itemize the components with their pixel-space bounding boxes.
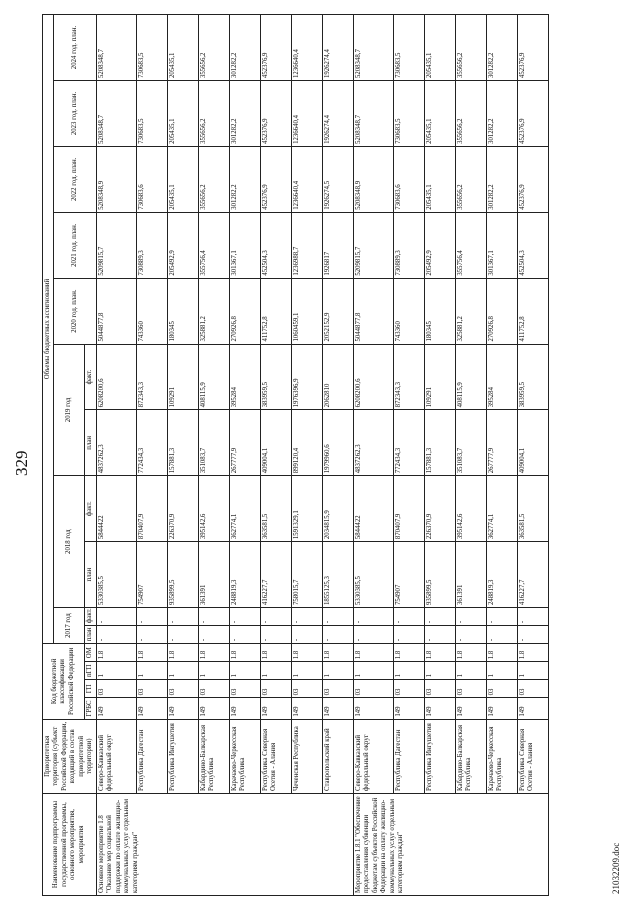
cell-f2019: 6208200,6 [96,344,136,410]
cell-y2023: 301282,2 [229,81,260,147]
cell-grbs: 149 [260,698,291,719]
cell-y2023: 730683,5 [393,81,424,147]
table-row [517,15,548,896]
cell-gp: 03 [96,680,136,698]
cell-pgp: 1 [229,662,260,680]
cell-y2024: 730683,5 [393,15,424,81]
cell-y2022: 355656,2 [198,146,229,212]
header-om: ОМ [85,644,96,662]
header-2017: 2017 год [54,608,85,644]
cell-territory: Республика Северная Осетия - Алания [260,719,291,793]
cell-grbs: 149 [517,698,548,719]
header-pgp: пГП [85,662,96,680]
cell-y2022: 730683,6 [136,146,167,212]
cell-om: 1.8 [455,644,486,662]
cell-p2017: - [393,626,424,644]
cell-p2019: 157881,3 [167,410,198,476]
budget-table [42,14,549,896]
cell-y2022: 205435,1 [167,146,198,212]
cell-y2021: 452504,3 [517,212,548,278]
cell-y2022: 1926274,5 [322,146,353,212]
header-2018: 2018 год [54,476,85,608]
cell-name: Мероприятие 1.8.1 "Обеспечение предоставления субвенции бюджетам субъектов Российской Федерации на оплату жилищно-коммунальных услуг отдельным категориям граждан" [353,794,548,896]
cell-om: 1.8 [517,644,548,662]
cell-y2022: 205435,1 [424,146,455,212]
cell-grbs: 149 [424,698,455,719]
cell-territory: Ставропольский край [322,719,353,793]
table-row [455,15,486,896]
cell-f2019: 408115,9 [455,344,486,410]
cell-territory: Кабардино-Балкарская Республика [455,719,486,793]
rotated-page [4,8,629,896]
cell-grbs: 149 [393,698,424,719]
cell-f2018: 870407,9 [393,476,424,542]
cell-y2024: 355656,2 [455,15,486,81]
cell-om: 1.8 [353,644,393,662]
cell-p2018: 361391 [198,542,229,608]
cell-p2017: - [424,626,455,644]
cell-om: 1.8 [198,644,229,662]
cell-y2024: 1236640,4 [291,15,322,81]
header-volumes: Объемы бюджетных ассигнований [43,15,54,644]
cell-p2019: 1979960,6 [322,410,353,476]
cell-gp: 03 [322,680,353,698]
cell-y2020: 180345 [167,278,198,344]
cell-grbs: 149 [291,698,322,719]
cell-gp: 03 [260,680,291,698]
header-2017-plan: план [85,626,96,644]
cell-f2019: 6208200,6 [353,344,393,410]
cell-om: 1.8 [322,644,353,662]
cell-p2019: 409004,1 [517,410,548,476]
cell-pgp: 1 [424,662,455,680]
table-row [393,15,424,896]
table-row [291,15,322,896]
cell-y2022: 5208348,9 [96,146,136,212]
cell-f2018: 363581,5 [517,476,548,542]
cell-territory: Республика Дагестан [136,719,167,793]
cell-y2024: 301282,2 [229,15,260,81]
cell-f2017: - [424,608,455,626]
cell-territory: Северо-Кавказский федеральный округ [353,719,393,793]
cell-p2019: 899120,4 [291,410,322,476]
cell-y2023: 1236640,4 [291,81,322,147]
cell-p2018: 935899,5 [167,542,198,608]
header-2020: 2020 год. план. [54,278,96,344]
cell-territory: Республика Ингушетия [167,719,198,793]
cell-om: 1.8 [291,644,322,662]
cell-f2017: - [260,608,291,626]
cell-p2017: - [517,626,548,644]
cell-pgp: 1 [486,662,517,680]
cell-p2019: 409004,1 [260,410,291,476]
cell-territory: Северо-Кавказский федеральный округ [96,719,136,793]
cell-f2018: 362774,1 [486,476,517,542]
cell-f2019: 383959,5 [260,344,291,410]
cell-f2017: - [353,608,393,626]
cell-y2023: 1926274,4 [322,81,353,147]
cell-y2020: 743360 [136,278,167,344]
cell-y2024: 301282,2 [486,15,517,81]
cell-pgp: 1 [455,662,486,680]
cell-y2024: 355656,2 [198,15,229,81]
cell-y2021: 5209815,7 [353,212,393,278]
cell-p2019: 4837262,3 [96,410,136,476]
cell-p2018: 935899,5 [424,542,455,608]
cell-y2024: 452376,9 [260,15,291,81]
cell-grbs: 149 [486,698,517,719]
cell-f2017: - [291,608,322,626]
header-2021: 2021 год. план. [54,212,96,278]
cell-f2017: - [167,608,198,626]
cell-p2017: - [167,626,198,644]
cell-y2021: 355756,4 [455,212,486,278]
cell-y2020: 5044877,8 [353,278,393,344]
cell-gp: 03 [353,680,393,698]
cell-y2023: 452376,9 [260,81,291,147]
header-code-group: Код бюджетной классификации Российской Федерации [43,644,85,719]
cell-gp: 03 [517,680,548,698]
cell-f2019: 109291 [167,344,198,410]
cell-y2021: 730889,3 [393,212,424,278]
header-2019-fact: факт. [85,344,96,410]
cell-y2020: 180345 [424,278,455,344]
header-name: Наименование подпрограммы государственной программы, основного мероприятия, мероприятия [43,794,97,896]
cell-grbs: 149 [96,698,136,719]
cell-f2017: - [486,608,517,626]
cell-f2018: 226370,9 [167,476,198,542]
header-2024: 2024 год. план. [54,15,96,81]
table-row [260,15,291,896]
cell-pgp: 1 [198,662,229,680]
cell-y2023: 355656,2 [198,81,229,147]
cell-y2023: 730683,5 [136,81,167,147]
cell-gp: 03 [455,680,486,698]
header-2019-plan: план [85,410,96,476]
cell-grbs: 149 [229,698,260,719]
cell-f2019: 395284 [486,344,517,410]
cell-y2021: 205492,9 [424,212,455,278]
document-reference: 21032209.doc [611,842,621,894]
cell-p2018: 416227,7 [260,542,291,608]
cell-om: 1.8 [486,644,517,662]
cell-y2021: 5209815,7 [96,212,136,278]
cell-p2019: 351083,7 [455,410,486,476]
cell-y2023: 452376,9 [517,81,548,147]
cell-f2018: 226370,9 [424,476,455,542]
table-row [136,15,167,896]
cell-p2018: 416227,7 [517,542,548,608]
cell-y2024: 730683,5 [136,15,167,81]
cell-y2022: 301282,2 [229,146,260,212]
cell-territory: Кабардино-Балкарская Республика [198,719,229,793]
cell-territory: Республика Ингушетия [424,719,455,793]
table-row [229,15,260,896]
cell-y2021: 1236988,7 [291,212,322,278]
table-row [424,15,455,896]
table-row [167,15,198,896]
cell-f2017: - [136,608,167,626]
cell-y2024: 5208348,7 [96,15,136,81]
cell-p2017: - [136,626,167,644]
cell-y2024: 5208348,7 [353,15,393,81]
cell-f2018: 395142,6 [455,476,486,542]
header-gp: ГП [85,680,96,698]
cell-f2018: 1591329,1 [291,476,322,542]
cell-y2021: 1926817 [322,212,353,278]
cell-gp: 03 [229,680,260,698]
cell-p2017: - [260,626,291,644]
cell-p2017: - [291,626,322,644]
cell-pgp: 1 [260,662,291,680]
cell-pgp: 1 [136,662,167,680]
cell-p2019: 4837262,3 [353,410,393,476]
cell-y2022: 1236640,4 [291,146,322,212]
cell-pgp: 1 [96,662,136,680]
cell-y2021: 730889,3 [136,212,167,278]
cell-y2020: 270926,8 [229,278,260,344]
cell-pgp: 1 [167,662,198,680]
cell-f2019: 408115,9 [198,344,229,410]
cell-territory: Карачаево-Черкесская Республика [486,719,517,793]
cell-y2021: 205492,9 [167,212,198,278]
cell-grbs: 149 [322,698,353,719]
cell-y2021: 301367,1 [229,212,260,278]
cell-gp: 03 [393,680,424,698]
cell-f2019: 383959,5 [517,344,548,410]
cell-p2019: 267777,9 [229,410,260,476]
cell-y2020: 325881,2 [455,278,486,344]
cell-name: Основное мероприятие 1.8 "Оказание мер социальной поддержки по оплате жилищно-коммунальных услуг отдельным категориям граждан" [96,794,353,896]
table-row [96,15,136,896]
cell-f2017: - [393,608,424,626]
cell-p2018: 248819,3 [229,542,260,608]
cell-f2018: 363581,5 [260,476,291,542]
cell-gp: 03 [486,680,517,698]
cell-y2024: 205435,1 [424,15,455,81]
cell-y2023: 355656,2 [455,81,486,147]
cell-f2018: 5844422 [353,476,393,542]
cell-om: 1.8 [260,644,291,662]
cell-y2021: 355756,4 [198,212,229,278]
cell-y2020: 411752,8 [517,278,548,344]
cell-y2022: 5208348,9 [353,146,393,212]
header-2023: 2023 год. план. [54,81,96,147]
cell-gp: 03 [167,680,198,698]
cell-p2017: - [455,626,486,644]
cell-p2018: 754907 [136,542,167,608]
cell-y2023: 205435,1 [167,81,198,147]
cell-f2018: 5844422 [96,476,136,542]
cell-p2017: - [353,626,393,644]
cell-y2022: 301282,2 [486,146,517,212]
cell-territory: Республика Северная Осетия - Алания [517,719,548,793]
cell-p2017: - [322,626,353,644]
cell-p2019: 157881,3 [424,410,455,476]
cell-f2017: - [229,608,260,626]
header-territory: Приоритетная территория (субъект Российской Федерации, входящий в состав приоритетной территории) [43,719,97,793]
cell-grbs: 149 [455,698,486,719]
cell-p2017: - [96,626,136,644]
cell-f2018: 362774,1 [229,476,260,542]
cell-f2017: - [96,608,136,626]
cell-grbs: 149 [136,698,167,719]
cell-p2018: 1855125,3 [322,542,353,608]
cell-f2019: 872343,3 [136,344,167,410]
cell-y2021: 452504,3 [260,212,291,278]
cell-f2018: 2034815,9 [322,476,353,542]
cell-f2019: 2062810 [322,344,353,410]
cell-p2019: 267777,9 [486,410,517,476]
cell-p2019: 351083,7 [198,410,229,476]
cell-y2020: 2052152,9 [322,278,353,344]
cell-p2017: - [198,626,229,644]
cell-om: 1.8 [167,644,198,662]
cell-p2017: - [229,626,260,644]
cell-pgp: 1 [322,662,353,680]
cell-gp: 03 [424,680,455,698]
cell-p2018: 5330385,5 [353,542,393,608]
cell-f2019: 1976396,9 [291,344,322,410]
cell-p2018: 758015,7 [291,542,322,608]
cell-gp: 03 [198,680,229,698]
cell-om: 1.8 [136,644,167,662]
cell-p2018: 248819,3 [486,542,517,608]
cell-y2020: 1060459,1 [291,278,322,344]
cell-y2023: 301282,2 [486,81,517,147]
cell-p2019: 772434,3 [136,410,167,476]
cell-pgp: 1 [353,662,393,680]
cell-y2022: 730683,6 [393,146,424,212]
cell-y2020: 743360 [393,278,424,344]
cell-y2022: 452376,9 [260,146,291,212]
cell-f2019: 109291 [424,344,455,410]
cell-y2020: 411752,8 [260,278,291,344]
page-number: 329 [12,450,31,476]
cell-f2019: 395284 [229,344,260,410]
header-2018-fact: факт. [85,476,96,542]
cell-y2024: 452376,9 [517,15,548,81]
cell-y2022: 452376,9 [517,146,548,212]
cell-gp: 03 [291,680,322,698]
cell-f2018: 870407,9 [136,476,167,542]
header-2019: 2019 год [54,344,85,476]
cell-grbs: 149 [167,698,198,719]
cell-territory: Республика Дагестан [393,719,424,793]
header-2017-fact: факт. [85,608,96,626]
table-row [353,15,393,896]
table-row [322,15,353,896]
header-grbs: ГРБС [85,698,96,719]
cell-f2017: - [455,608,486,626]
cell-territory: Карачаево-Черкесская Республика [229,719,260,793]
cell-p2018: 5330385,5 [96,542,136,608]
cell-y2020: 325881,2 [198,278,229,344]
table-row [198,15,229,896]
cell-y2020: 270926,8 [486,278,517,344]
cell-f2017: - [198,608,229,626]
cell-om: 1.8 [393,644,424,662]
cell-y2022: 355656,2 [455,146,486,212]
cell-p2018: 361391 [455,542,486,608]
cell-territory: Чеченская Республика [291,719,322,793]
cell-p2019: 772434,3 [393,410,424,476]
cell-om: 1.8 [96,644,136,662]
cell-om: 1.8 [424,644,455,662]
cell-grbs: 149 [198,698,229,719]
cell-p2017: - [486,626,517,644]
cell-p2018: 754907 [393,542,424,608]
cell-pgp: 1 [393,662,424,680]
cell-y2023: 5208348,7 [96,81,136,147]
header-2022: 2022 год. план. [54,146,96,212]
cell-y2023: 5208348,7 [353,81,393,147]
cell-f2019: 872343,3 [393,344,424,410]
cell-pgp: 1 [517,662,548,680]
cell-y2020: 5044877,8 [96,278,136,344]
header-2018-plan: план [85,542,96,608]
cell-f2017: - [322,608,353,626]
cell-f2017: - [517,608,548,626]
cell-grbs: 149 [353,698,393,719]
table-row [486,15,517,896]
cell-y2021: 301367,1 [486,212,517,278]
cell-f2018: 395142,6 [198,476,229,542]
cell-y2023: 205435,1 [424,81,455,147]
cell-om: 1.8 [229,644,260,662]
cell-pgp: 1 [291,662,322,680]
cell-gp: 03 [136,680,167,698]
cell-y2024: 1926274,4 [322,15,353,81]
cell-y2024: 205435,1 [167,15,198,81]
